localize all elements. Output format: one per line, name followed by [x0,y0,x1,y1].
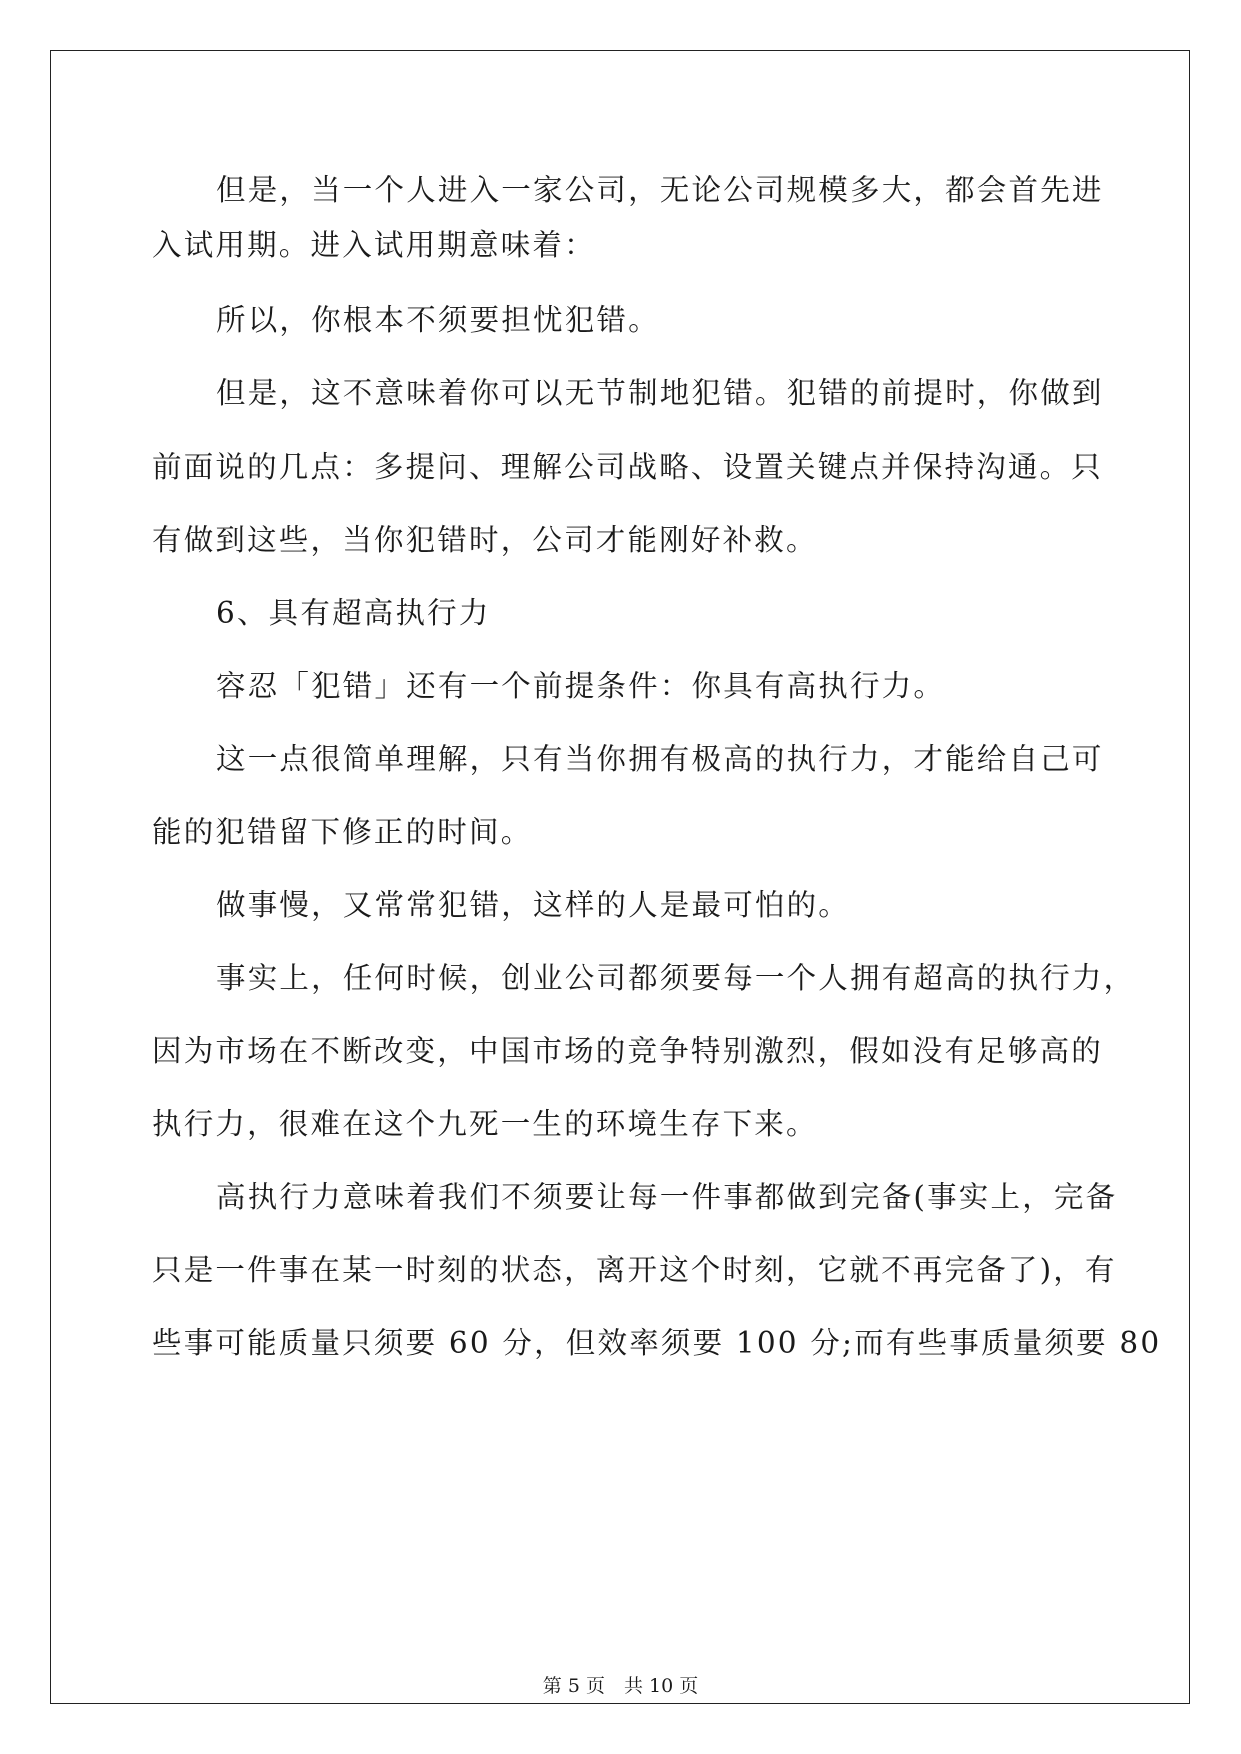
section-heading: 6、具有超高执行力 [216,596,491,630]
paragraph-line: 事实上，任何时候，创业公司都须要每一个人拥有超高的执行力， [216,961,1136,995]
paragraph-line: 因为市场在不断改变，中国市场的竞争特别激烈，假如没有足够高的 [152,1034,1104,1068]
paragraph-line: 但是，这不意味着你可以无节制地犯错。犯错的前提时，你做到 [216,376,1104,410]
paragraph-line: 所以，你根本不须要担忧犯错。 [216,303,660,337]
page-number-footer: 第 5 页 共 10 页 [542,1675,699,1697]
paragraph-line: 前面说的几点：多提问、理解公司战略、设置关键点并保持沟通。只 [152,450,1104,484]
paragraph-line: 执行力，很难在这个九死一生的环境生存下来。 [152,1107,818,1141]
paragraph-line: 但是，当一个人进入一家公司，无论公司规模多大，都会首先进 [216,173,1104,207]
page-border [50,50,1190,1704]
paragraph-line: 些事可能质量只须要 60 分，但效率须要 100 分;而有些事质量须要 80 [152,1326,1162,1360]
paragraph-line: 能的犯错留下修正的时间。 [152,815,533,849]
paragraph-line: 容忍「犯错」还有一个前提条件：你具有高执行力。 [216,669,946,703]
paragraph-line: 高执行力意味着我们不须要让每一件事都做到完备(事实上，完备 [216,1180,1118,1214]
paragraph-line: 做事慢，又常常犯错，这样的人是最可怕的。 [216,888,851,922]
paragraph-line: 入试用期。进入试用期意味着： [152,228,596,262]
paragraph-line: 这一点很简单理解，只有当你拥有极高的执行力，才能给自己可 [216,742,1104,776]
paragraph-line: 只是一件事在某一时刻的状态，离开这个时刻，它就不再完备了)，有 [152,1253,1117,1287]
paragraph-line: 有做到这些，当你犯错时，公司才能刚好补救。 [152,523,818,557]
